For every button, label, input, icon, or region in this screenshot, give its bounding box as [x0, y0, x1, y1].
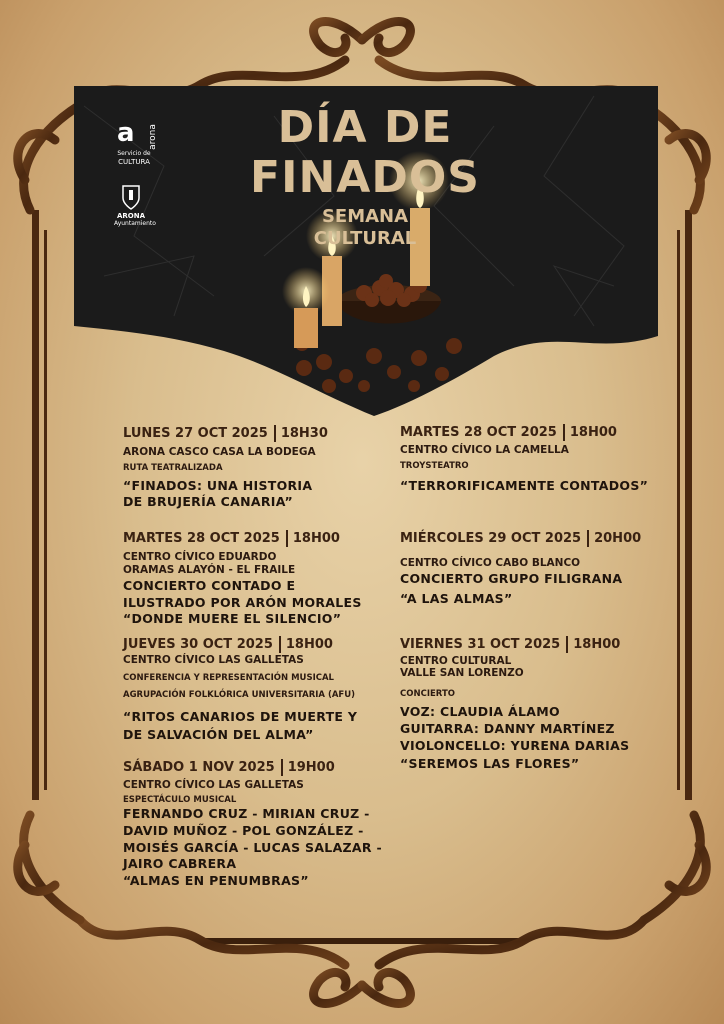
- event-3-header: MARTES 28 OCT 2025 18H00: [123, 531, 340, 546]
- event-5-type: CONFERENCIA Y REPRESENTACIÓN MUSICAL: [123, 673, 334, 683]
- event-3-show-3: “DONDE MUERE EL SILENCIO”: [123, 611, 342, 626]
- event-7-type: ESPECTÁCULO MUSICAL: [123, 795, 237, 805]
- event-1-header: LUNES 27 OCT 2025 18H30: [123, 426, 328, 441]
- event-6-type: CONCIERTO: [400, 689, 455, 699]
- event-3-place-1: CENTRO CÍVICO EDUARDO: [123, 551, 277, 563]
- event-5-place: CENTRO CÍVICO LAS GALLETAS: [123, 654, 304, 666]
- subtitle-line1: SEMANA: [321, 206, 409, 227]
- event-7-show-3: MOISÉS GARCÍA - LUCAS SALAZAR -: [123, 840, 382, 855]
- event-2-show-1: “TERRORIFICAMENTE CONTADOS”: [400, 478, 649, 493]
- event-3-place-2: ORAMAS ALAYÓN - EL FRAILE: [123, 564, 296, 576]
- event-2-type: TROYSTEATRO: [400, 461, 469, 471]
- event-4-header: MIÉRCOLES 29 OCT 2025 20H00: [400, 531, 642, 546]
- event-3-show-2: ILUSTRADO POR ARÓN MORALES: [123, 595, 362, 610]
- logo-servicio-text: Servicio de: [117, 150, 151, 157]
- event-7-header: SÁBADO 1 NOV 2025 19H00: [123, 760, 335, 775]
- arona-cultura-logo: [114, 118, 158, 170]
- shield-icon: [121, 182, 141, 210]
- event-6-header: VIERNES 31 OCT 2025 18H00: [400, 637, 621, 652]
- title-line2: FINADOS: [250, 152, 480, 203]
- subtitle-line2: CULTURAL: [313, 228, 417, 249]
- event-4-place: CENTRO CÍVICO CABO BLANCO: [400, 557, 581, 569]
- event-1-type: RUTA TEATRALIZADA: [123, 463, 223, 473]
- event-1-show-1: “FINADOS: UNA HISTORIA: [123, 478, 313, 493]
- title-line1: DÍA DE: [277, 102, 453, 153]
- event-7-place: CENTRO CÍVICO LAS GALLETAS: [123, 779, 304, 791]
- event-7-show-4: JAIRO CABRERA: [123, 856, 237, 871]
- event-4-show-2: “A LAS ALMAS”: [400, 591, 513, 606]
- event-5-show-1: “RITOS CANARIOS DE MUERTE Y: [123, 709, 358, 724]
- event-5-header: JUEVES 30 OCT 2025 18H00: [123, 637, 333, 652]
- event-2-place: CENTRO CÍVICO LA CAMELLA: [400, 444, 569, 456]
- logo-arona-text: arona: [147, 124, 158, 150]
- event-1-show-2: DE BRUJERÍA CANARIA”: [123, 494, 294, 509]
- event-5-show-2: DE SALVACIÓN DEL ALMA”: [123, 727, 314, 742]
- event-3-show-1: CONCIERTO CONTADO E: [123, 578, 296, 593]
- event-7-show-2: DAVID MUÑOZ - POL GONZÁLEZ -: [123, 823, 364, 838]
- event-5-detail: AGRUPACIÓN FOLKLÓRICA UNIVERSITARIA (AFU): [123, 690, 355, 700]
- ayuntamiento-shield-logo: [114, 182, 156, 234]
- event-6-show-4: “SEREMOS LAS FLORES”: [400, 756, 580, 771]
- event-7-show-1: FERNANDO CRUZ - MIRIAN CRUZ -: [123, 806, 370, 821]
- event-2-header: MARTES 28 OCT 2025 18H00: [400, 425, 617, 440]
- event-6-place-1: CENTRO CULTURAL: [400, 655, 512, 667]
- arona-a-icon: a: [117, 118, 135, 148]
- event-1-place: ARONA CASCO CASA LA BODEGA: [123, 446, 316, 458]
- event-6-show-1: VOZ: CLAUDIA ÁLAMO: [400, 704, 560, 719]
- event-7-show-5: “ALMAS EN PENUMBRAS”: [123, 873, 309, 888]
- event-6-place-2: VALLE SAN LORENZO: [400, 667, 524, 679]
- logo-ayto-text: ARONA: [116, 212, 146, 220]
- event-6-show-2: GUITARRA: DANNY MARTÍNEZ: [400, 721, 615, 736]
- event-6-show-3: VIOLONCELLO: YURENA DARIAS: [400, 738, 630, 753]
- logo-cultura-text: CULTURA: [118, 158, 150, 166]
- logo-ayto-sub-text: Ayuntamiento: [114, 220, 156, 227]
- event-4-show-1: CONCIERTO GRUPO FILIGRANA: [400, 571, 623, 586]
